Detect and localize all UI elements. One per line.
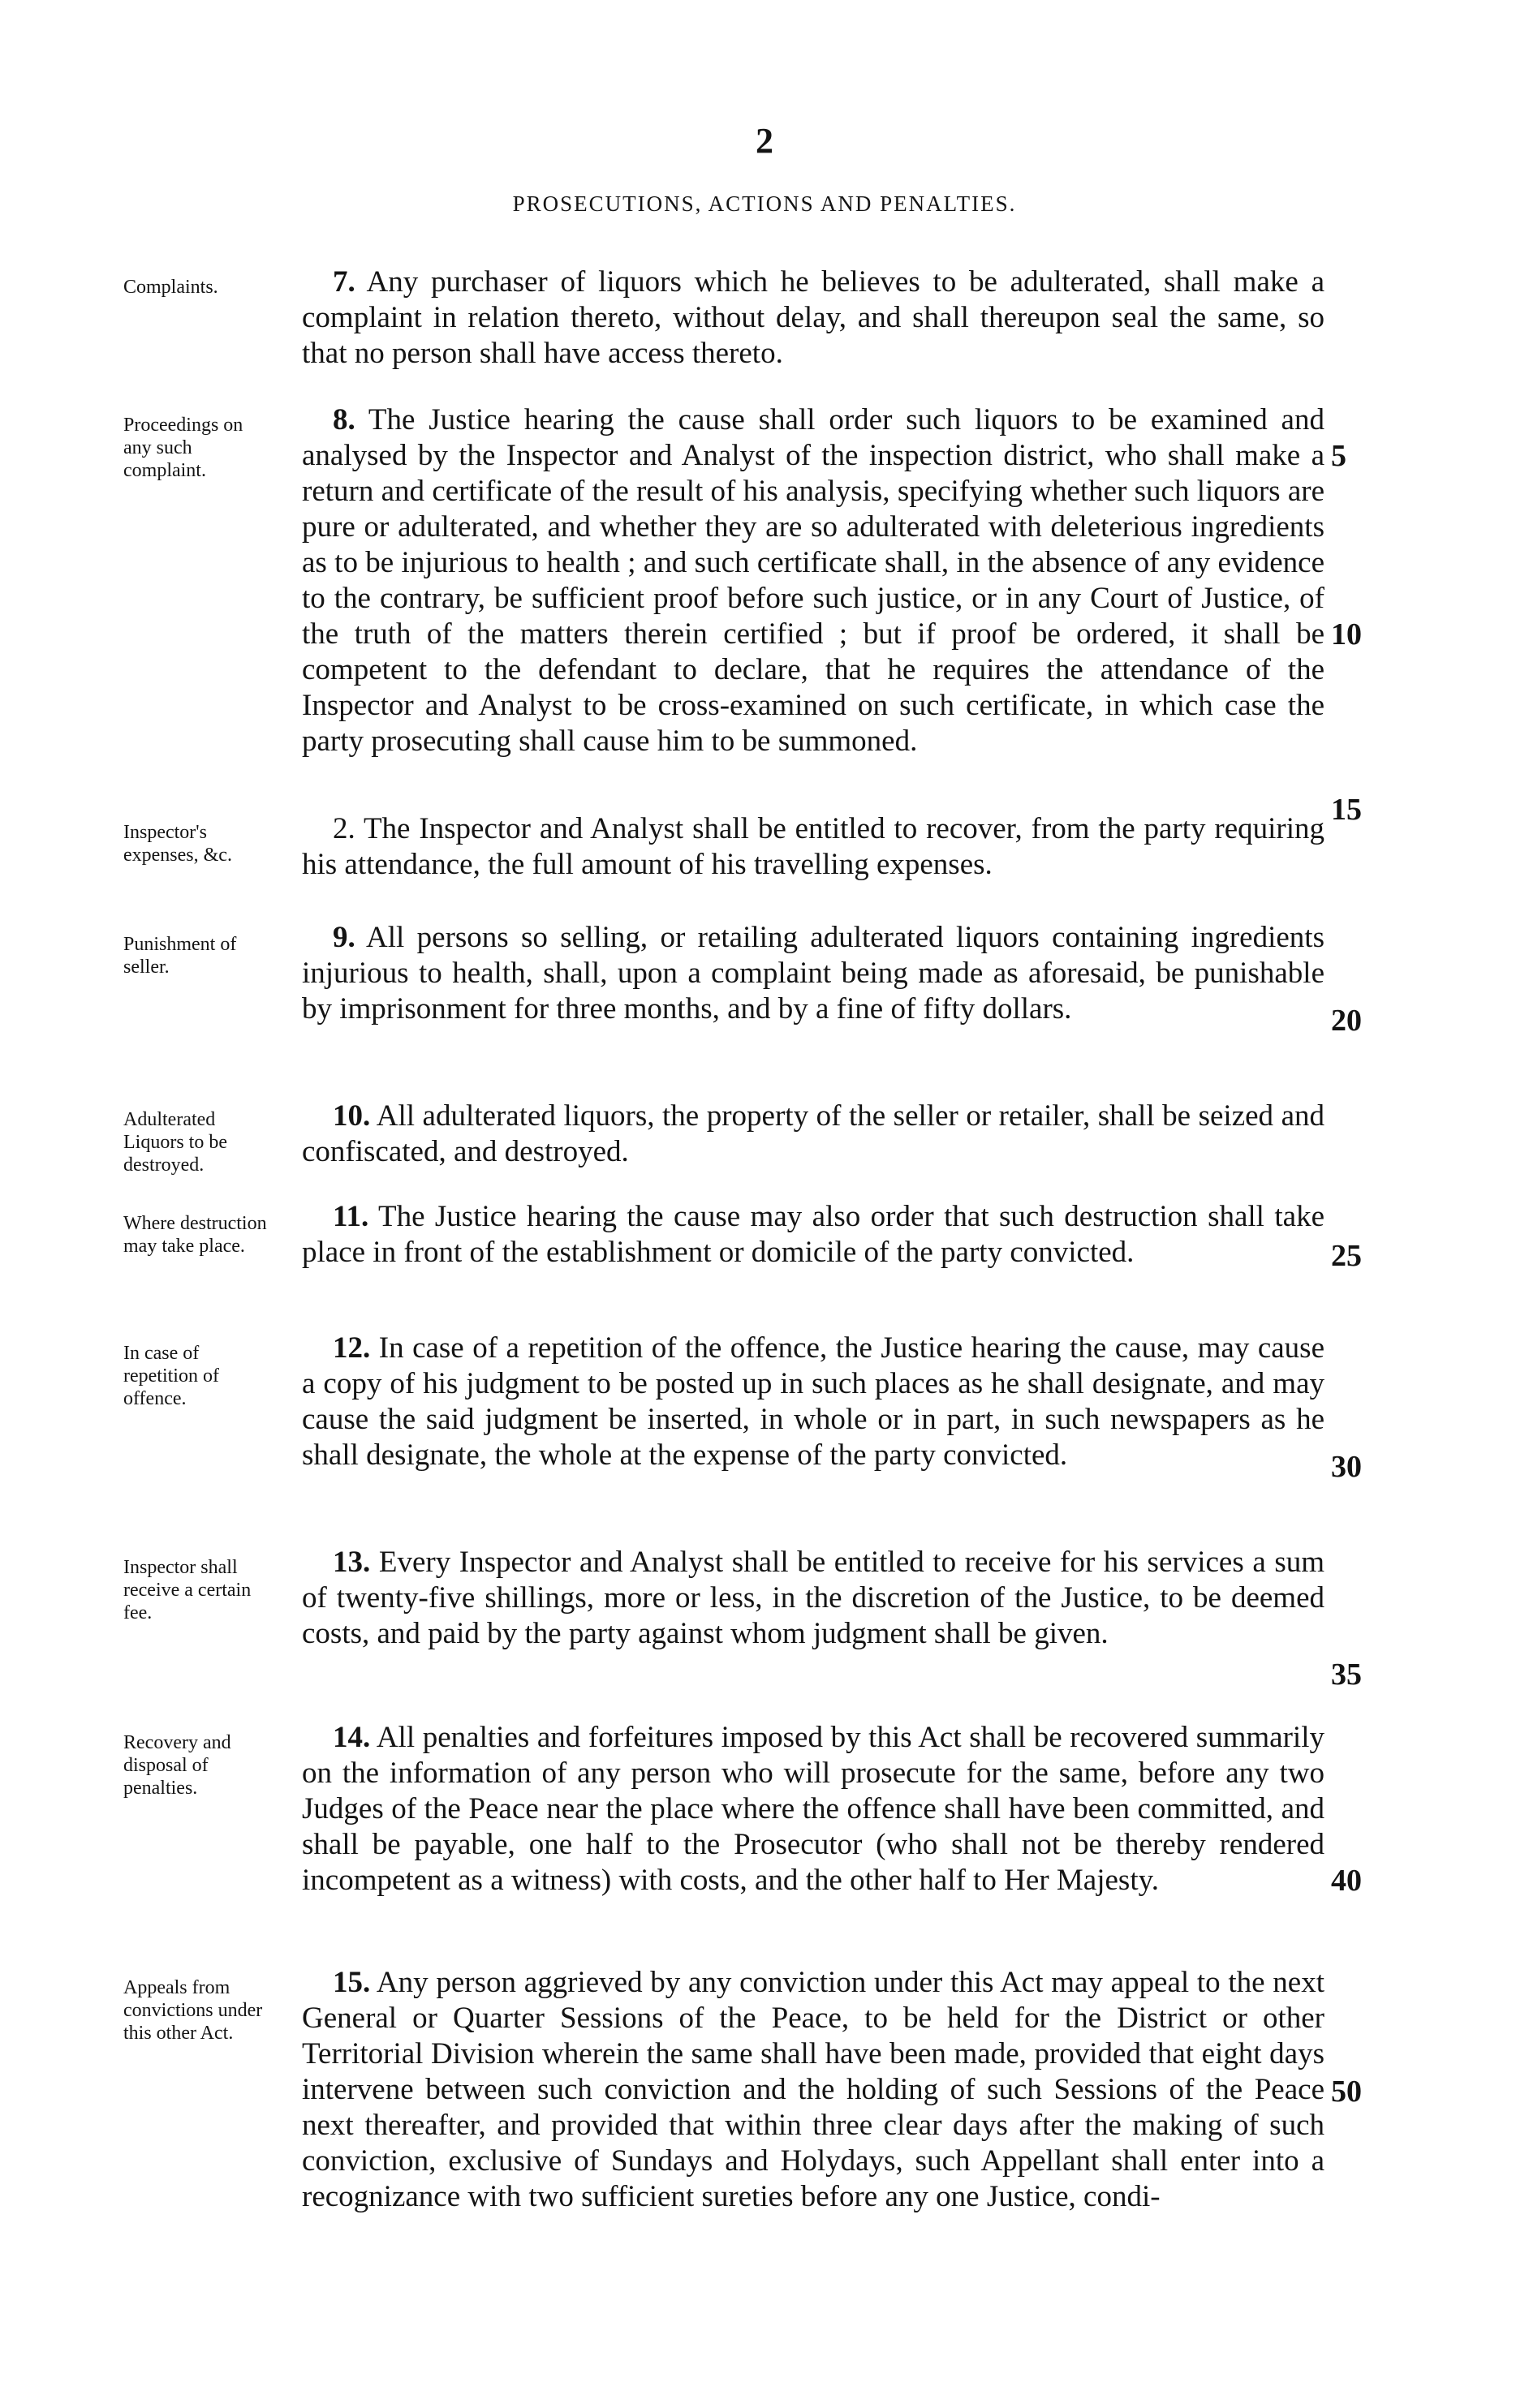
section-9-paragraph [302,920,1324,1027]
section-text: Any person aggrieved by any conviction under this Act may appeal to the next General or Quarter Sessions of the Peace, to be held for the District or other Territorial Division wherein the same shall have been made, provided that eight days intervene between such conviction and the holding of such Sessions of the Peace next thereafter, and provided that within three clear days after the making of such conviction, exclusive of Sundays and Holydays, such Appellant shall enter into a recognizance with two sufficient sureties before any one Justice, condi- [302,1966,1324,2213]
margin-note-inspector-expenses: Inspector's expenses, &c. [123,822,232,866]
margin-note-adulterated-liquors: Adulterated Liquors to be destroyed. [123,1109,227,1176]
section-text: The Inspector and Analyst shall be entitled to recover, from the party requiring his attendance, the full amount of his travelling expenses. [302,812,1324,881]
section-text: All penalties and forfeitures imposed by this Act shall be recovered summarily on the information of any person who will prosecute for the same, before any two Judges of the Peace near the place where the offence shall have been committed, and shall be payable, one half to the Prosecutor (who shall not be thereby rendered incompetent as a witness) with costs, and the other half to Her Majesty. [302,1721,1324,1897]
section-text: The Justice hearing the cause may also order that such destruction shall take place in front of the establishment or domicile of the party convicted. [302,1200,1324,1269]
line-number: 20 [1331,1004,1362,1038]
page-number: 2 [756,121,773,161]
section-text: Every Inspector and Analyst shall be entitled to receive for his services a sum of twenty-five shillings, more or less, in the discretion of the Justice, to be deemed costs, and paid by the party against whom judgment shall be given. [302,1546,1325,1650]
line-number: 30 [1331,1450,1362,1484]
line-number: 25 [1331,1239,1362,1273]
margin-note-appeals: Appeals from convictions under this other Act. [123,1977,263,2044]
section-number: 11. [333,1200,369,1233]
margin-note-punishment: Punishment of seller. [123,934,237,978]
section-text: In case of a repetition of the offence, the Justice hearing the cause, may cause a copy of his judgment to be posted up in such places as he shall designate, and may cause the said judgment be inserted, in whole or in part, in such newspapers as he shall designate, the whole at the expense of the party convicted. [302,1331,1325,1472]
section-2-paragraph [302,811,1324,883]
margin-note-complaints: Complaints. [123,277,218,298]
margin-note-inspector-fee: Inspector shall receive a certain fee. [123,1557,252,1623]
section-14-paragraph [302,1720,1324,1898]
section-7-paragraph [302,264,1324,372]
section-15-paragraph [302,1965,1324,2215]
section-number: 8. [333,403,355,436]
margin-note-proceedings: Proceedings on any such complaint. [123,415,243,481]
line-number: 50 [1331,2075,1362,2109]
section-number: 2. [333,812,355,845]
line-number: 40 [1331,1864,1362,1898]
section-number: 15. [333,1966,371,1999]
section-text: All persons so selling, or retailing adulterated liquors containing ingredients injurious to health, shall, upon a complaint being made as aforesaid, be punishable by imprisonment for three months, and by a fine of fifty dollars. [302,921,1324,1026]
section-10-paragraph [302,1099,1324,1170]
line-number: 10 [1331,617,1362,651]
section-number: 12. [333,1331,371,1365]
section-8-paragraph [302,402,1324,759]
line-number: 15 [1331,793,1362,827]
section-number: 14. [333,1721,371,1754]
margin-note-repetition: In case of repetition of offence. [123,1343,219,1409]
margin-note-recovery: Recovery and disposal of penalties. [123,1732,231,1799]
section-text: Any purchaser of liquors which he believes to be adulterated, shall make a complaint in relation thereto, without delay, and shall thereupon seal the same, so that no person shall have access thereto. [302,265,1324,370]
line-number: 5 [1331,439,1346,473]
section-11-paragraph [302,1199,1324,1271]
margin-note-destruction: Where destruction may take place. [123,1213,267,1257]
section-12-paragraph [302,1331,1324,1473]
section-number: 10. [333,1099,371,1133]
running-head: PROSECUTIONS, ACTIONS AND PENALTIES. [512,191,1017,216]
section-number: 9. [333,921,355,954]
section-13-paragraph [302,1545,1324,1652]
section-text: The Justice hearing the cause shall order such liquors to be examined and analysed by the Inspector and Analyst of the inspection district, who shall make a return and certificate of the result of his analysis, specifying whether such liquors are pure or adulterated, and whether they are so adulterated with deleterious ingredients as to be injurious to health ; and such certificate shall, in the absence of any evidence to the contrary, be sufficient proof before such justice, or in any Court of Justice, of the truth of the matters therein certified ; but if proof be ordered, it shall be competent to the defendant to declare, that he requires the attendance of the Inspector and Analyst to be cross-examined on such certificate, in which case the party prosecuting shall cause him to be summoned. [302,403,1324,758]
section-text: All adulterated liquors, the property of the seller or retailer, shall be seized and confiscated, and destroyed. [302,1099,1324,1168]
line-number: 35 [1331,1658,1362,1692]
section-number: 7. [333,265,355,299]
section-number: 13. [333,1546,371,1579]
